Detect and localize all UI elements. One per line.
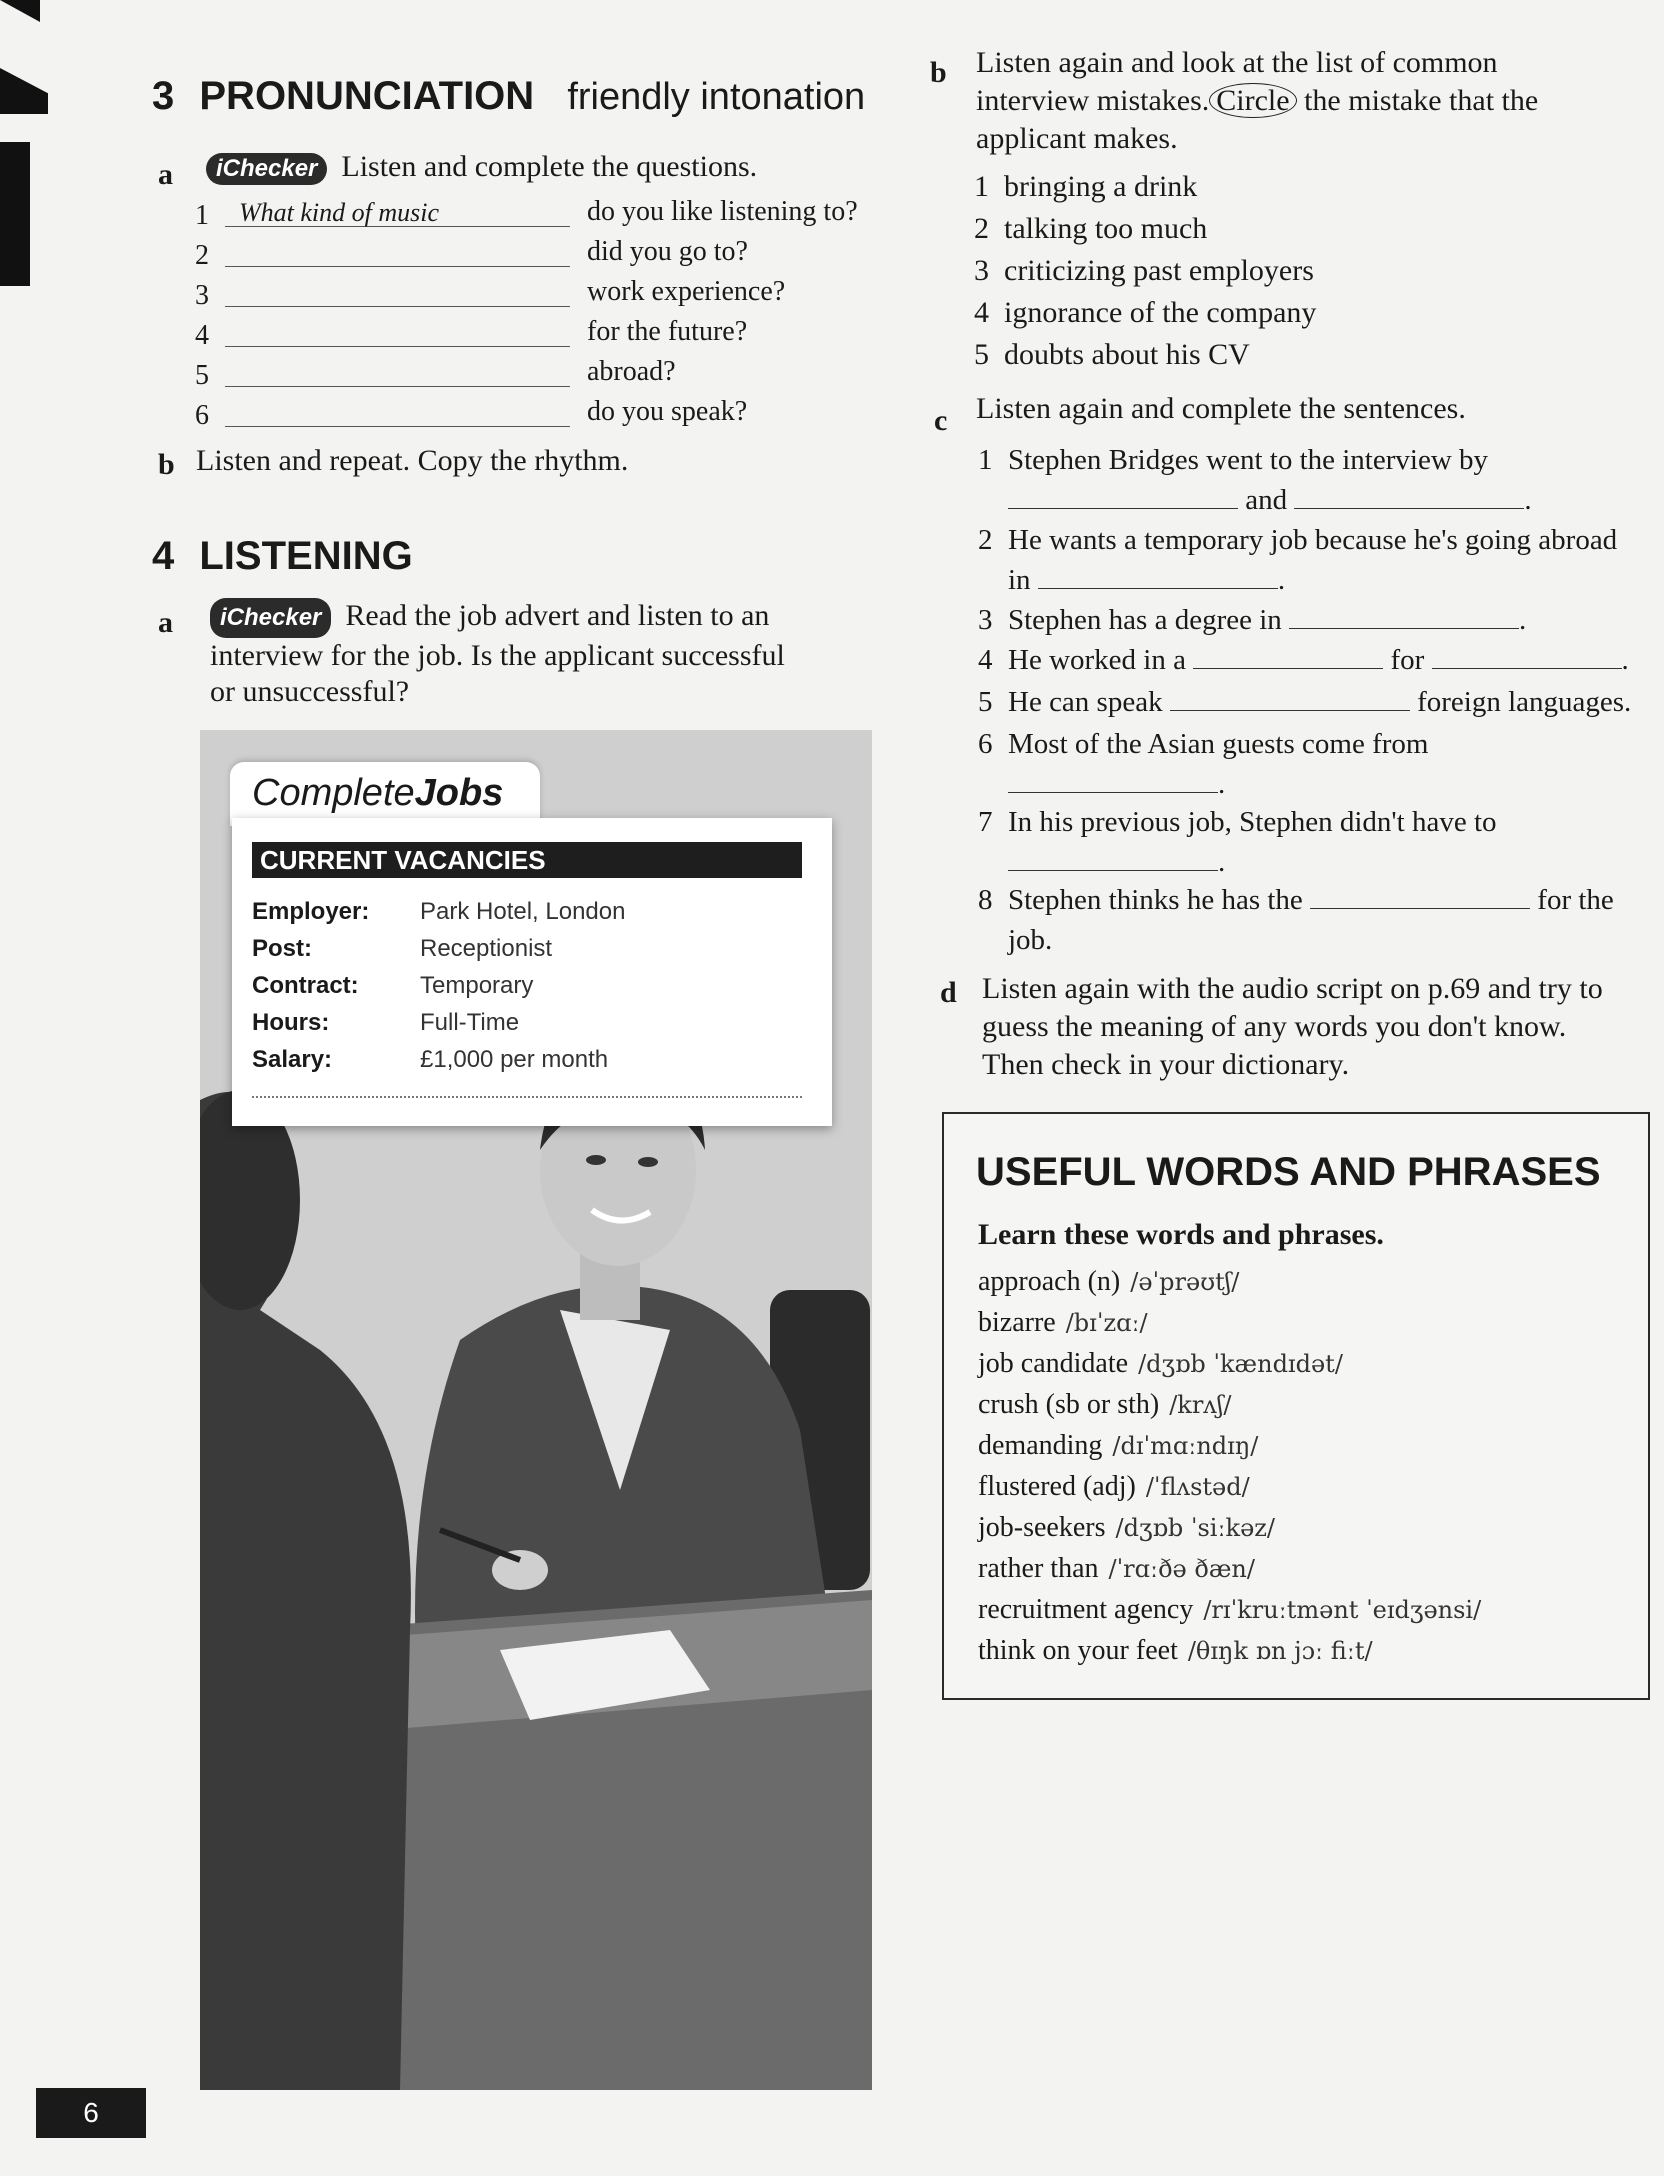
advert-label: Post: (252, 935, 312, 962)
section-3-b-letter: b (158, 448, 175, 481)
section-3-number: 3 (152, 74, 175, 118)
answer-blank[interactable] (1008, 870, 1218, 871)
useful-words-title: USEFUL WORDS AND PHRASES (976, 1150, 1601, 1194)
vacancies-header: CURRENT VACANCIES (252, 842, 802, 878)
part-c-letter: c (934, 404, 948, 437)
part-d-line-1: Listen again with the audio script on p.69 and try to (982, 972, 1603, 1005)
edge-mark-top (0, 0, 40, 22)
section-3-subtitle: friendly intonation (567, 76, 866, 118)
section-4-a-letter: a (158, 606, 173, 639)
item-text: doubts about his CV (1004, 338, 1250, 371)
sentence-5 (978, 682, 1638, 722)
answer-line[interactable] (225, 266, 570, 267)
word-text: think on your feet (978, 1635, 1178, 1666)
question-answer: What kind of music (239, 198, 440, 227)
word-phonetic: /ˈrɑːðə ðæn/ (1108, 1555, 1255, 1583)
sentence-text: for the (1537, 884, 1614, 916)
sentence-text: for (1390, 644, 1425, 676)
answer-blank[interactable] (1289, 628, 1519, 629)
section-3-a-text: Listen and complete the questions. (341, 150, 758, 183)
section-4-a-instruction (210, 598, 785, 710)
advert-label: Hours: (252, 1009, 330, 1036)
ichecker-badge: iChecker (206, 153, 327, 185)
brand-light: Complete (252, 772, 415, 814)
word-phonetic: /dʒɒb ˈkændɪdət/ (1138, 1350, 1343, 1378)
question-number: 5 (195, 360, 209, 391)
sentence-number: 4 (978, 644, 993, 676)
item-number: 5 (974, 338, 989, 371)
answer-blank[interactable] (1008, 508, 1238, 509)
advert-value: Park Hotel, London (420, 898, 626, 925)
sentence-text: In his previous job, Stephen didn't have to (1008, 806, 1497, 838)
sentence-3 (978, 600, 1638, 640)
item-number: 4 (974, 296, 989, 329)
item-text: criticizing past employers (1004, 254, 1314, 287)
part-b-list (974, 166, 1316, 376)
section-3-title: PRONUNCIATION (199, 74, 535, 118)
sentence-text: in (1008, 564, 1031, 596)
sentence-text: job. (1008, 924, 1053, 956)
sentence-period: . (1218, 846, 1226, 878)
sentence-period: . (1277, 564, 1286, 596)
item-text: bringing a drink (1004, 170, 1198, 203)
part-b-line-2-pre: interview mistakes. (976, 84, 1210, 117)
list-item[interactable] (974, 250, 1316, 292)
question-row (195, 276, 875, 316)
item-number: 1 (974, 170, 989, 203)
advert-label: Salary: (252, 1046, 333, 1073)
item-text: talking too much (1004, 212, 1208, 245)
part-d-letter: d (940, 976, 957, 1009)
part-b-instruction (976, 44, 1636, 158)
answer-line[interactable] (225, 306, 570, 307)
ichecker-badge: iChecker (210, 598, 331, 638)
sentence-period: . (1519, 604, 1527, 636)
useful-words-subtitle: Learn these words and phrases. (978, 1218, 1384, 1251)
word-phonetic: /dʒɒb ˈsiːkəz/ (1115, 1514, 1276, 1542)
advert-label: Contract: (252, 972, 359, 999)
word-entry (978, 1430, 1258, 1462)
answer-blank[interactable] (1432, 668, 1622, 669)
answer-blank[interactable] (1294, 508, 1524, 509)
part-c-instruction: Listen again and complete the sentences. (976, 392, 1466, 425)
answer-line[interactable] (225, 426, 570, 427)
question-number: 1 (195, 200, 209, 231)
sentence-text: Stephen has a degree in (1008, 604, 1282, 636)
answer-line[interactable] (225, 346, 570, 347)
answer-blank[interactable] (1008, 792, 1218, 793)
section-4-a-line-2: interview for the job. Is the applicant successful (210, 639, 785, 673)
word-entry (978, 1266, 1239, 1298)
sentence-6 (978, 724, 1638, 804)
sentence-number: 8 (978, 884, 993, 916)
section-4-heading (152, 534, 413, 579)
word-entry (978, 1635, 1373, 1667)
section-4-title: LISTENING (199, 534, 413, 578)
word-phonetic: /krʌʃ/ (1169, 1391, 1232, 1419)
item-number: 2 (974, 212, 989, 245)
advert-value: Full-Time (420, 1009, 520, 1036)
word-entry (978, 1512, 1275, 1544)
section-3-a-letter: a (158, 158, 173, 191)
sentence-2 (978, 520, 1638, 600)
sentence-text: Most of the Asian guests come from (1008, 728, 1429, 760)
edge-mark-bar (0, 142, 30, 286)
section-4-number: 4 (152, 534, 175, 578)
item-text: ignorance of the company (1004, 296, 1317, 329)
question-ending: do you speak? (587, 396, 748, 427)
word-phonetic: /rɪˈkruːtmənt ˈeɪdʒənsi/ (1203, 1596, 1482, 1624)
sentence-4 (978, 640, 1638, 680)
item-number: 3 (974, 254, 989, 287)
question-row (195, 396, 875, 436)
sentence-period: . (1524, 484, 1532, 516)
question-row (195, 196, 875, 236)
question-number: 6 (195, 400, 209, 431)
sentence-number: 1 (978, 444, 993, 476)
sentence-text: Stephen thinks he has the (1008, 884, 1303, 916)
section-3-b-instruction: Listen and repeat. Copy the rhythm. (196, 444, 629, 477)
part-b-line-1: Listen again and look at the list of common (976, 46, 1498, 79)
answer-line[interactable] (225, 386, 570, 387)
list-item[interactable] (974, 334, 1316, 376)
advert-value: Temporary (420, 972, 534, 999)
word-text: recruitment agency (978, 1594, 1194, 1625)
question-number: 3 (195, 280, 209, 311)
section-3-a-instruction (206, 150, 757, 185)
part-d-instruction (982, 970, 1603, 1084)
advert-value: £1,000 per month (420, 1046, 609, 1073)
sentence-number: 3 (978, 604, 993, 636)
word-entry (978, 1348, 1343, 1380)
sentence-text: and (1245, 484, 1288, 516)
advert-label: Employer: (252, 898, 370, 925)
part-d-line-3: Then check in your dictionary. (982, 1048, 1350, 1081)
sentence-text: He can speak (1008, 686, 1163, 718)
word-phonetic: /dɪˈmɑːndɪŋ/ (1112, 1432, 1259, 1460)
list-item[interactable] (974, 208, 1316, 250)
advert-dotted-divider (252, 1096, 802, 1098)
sentence-period: . (1218, 768, 1226, 800)
question-row (195, 236, 875, 276)
answer-blank[interactable] (1193, 668, 1383, 669)
word-text: flustered (adj) (978, 1471, 1136, 1502)
section-4-a-line-1: Read the job advert and listen to an (345, 599, 770, 632)
answer-blank[interactable] (1310, 908, 1530, 909)
sentence-8 (978, 880, 1638, 960)
word-entry (978, 1389, 1231, 1421)
advert-brand (252, 772, 503, 815)
sentence-7 (978, 802, 1638, 882)
list-item[interactable] (974, 166, 1316, 208)
part-d-line-2: guess the meaning of any words you don't know. (982, 1010, 1567, 1043)
word-phonetic: /ˈflʌstəd/ (1145, 1473, 1250, 1501)
sentence-text: He wants a temporary job because he's going abroad (1008, 524, 1618, 556)
question-number: 2 (195, 240, 209, 271)
word-entry (978, 1471, 1250, 1503)
question-row (195, 316, 875, 356)
word-entry (978, 1307, 1148, 1339)
word-phonetic: /əˈprəʊtʃ/ (1130, 1268, 1240, 1296)
part-b-letter: b (930, 56, 947, 89)
part-b-line-3: applicant makes. (976, 122, 1178, 155)
word-text: approach (n) (978, 1266, 1121, 1297)
word-text: demanding (978, 1430, 1103, 1461)
word-entry (978, 1553, 1255, 1585)
word-text: job candidate (978, 1348, 1129, 1379)
section-3-heading (152, 74, 865, 119)
word-phonetic: /θɪŋk ɒn jɔː fiːt/ (1187, 1637, 1373, 1665)
question-number: 4 (195, 320, 209, 351)
list-item[interactable] (974, 292, 1316, 334)
word-entry (978, 1594, 1481, 1626)
circle-word: Circle (1209, 83, 1296, 118)
answer-blank[interactable] (1038, 588, 1278, 589)
section-4-a-line-3: or unsuccessful? (210, 675, 410, 709)
sentence-text: Stephen Bridges went to the interview by (1008, 444, 1489, 476)
sentence-number: 2 (978, 524, 993, 556)
sentence-text: He worked in a (1008, 644, 1186, 676)
answer-blank[interactable] (1170, 710, 1410, 711)
question-ending: abroad? (587, 356, 676, 387)
question-ending: work experience? (587, 276, 786, 307)
word-text: crush (sb or sth) (978, 1389, 1160, 1420)
part-b-line-2-post: the mistake that the (1296, 84, 1539, 117)
word-phonetic: /bɪˈzɑː/ (1065, 1309, 1148, 1337)
word-text: rather than (978, 1553, 1099, 1584)
sentence-number: 5 (978, 686, 993, 718)
question-ending: for the future? (587, 316, 748, 347)
sentence-text: foreign languages. (1417, 686, 1632, 718)
advert-value: Receptionist (420, 935, 553, 962)
sentence-number: 7 (978, 806, 993, 838)
question-ending: did you go to? (587, 236, 748, 267)
part-b-line-2 (976, 82, 1636, 120)
sentence-1 (978, 440, 1638, 520)
brand-bold: Jobs (414, 772, 504, 814)
question-ending: do you like listening to? (587, 196, 858, 227)
question-row (195, 356, 875, 396)
sentence-number: 6 (978, 728, 993, 760)
sentence-period: . (1621, 644, 1629, 676)
page-number: 6 (36, 2088, 146, 2138)
word-text: job-seekers (978, 1512, 1106, 1543)
edge-mark-arrow (0, 68, 48, 114)
word-text: bizarre (978, 1307, 1056, 1338)
